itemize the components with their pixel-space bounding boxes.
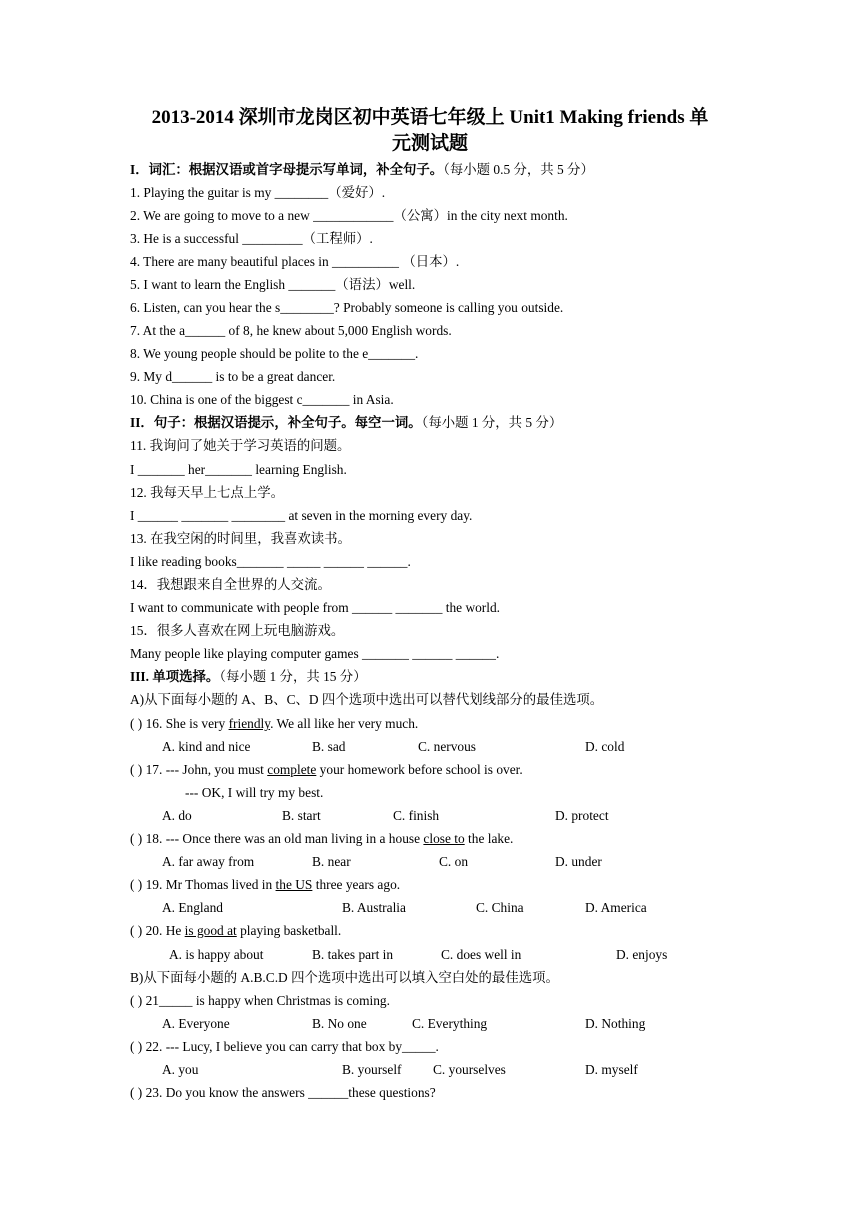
- underlined-word: friendly: [228, 716, 271, 731]
- option-b: B. start: [282, 808, 321, 823]
- option-b: B. sad: [312, 739, 346, 754]
- sentence-prompt: 14．我想跟来自全世界的人交流。: [130, 577, 331, 592]
- sentence-prompt: 15．很多人喜欢在网上玩电脑游戏。: [130, 623, 345, 638]
- vocab-item: 6. Listen, can you hear the s________? Probably someone is calling you outside.: [130, 300, 564, 315]
- question-20: ( ) 20. He is good at playing basketball.: [130, 923, 342, 938]
- vocab-item: 1. Playing the guitar is my ________（爱好）.: [130, 185, 386, 200]
- option-a: A. kind and nice: [162, 739, 251, 754]
- vocab-item: 2. We are going to move to a new ____________（公寓）in the city next month.: [130, 208, 568, 223]
- question-19: ( ) 19. Mr Thomas lived in the US three years ago.: [130, 877, 401, 892]
- vocab-item: 5. I want to learn the English _______（语法）well.: [130, 277, 416, 292]
- option-a: A. England: [162, 900, 223, 915]
- title-line-2: 元测试题: [391, 133, 468, 154]
- sentence-prompt: 11. 我询问了她关于学习英语的问题。: [130, 438, 351, 453]
- sentence-prompt: 13. 在我空闲的时间里，我喜欢读书。: [130, 531, 351, 546]
- part-b-instruction: B)从下面每小题的 A.B.C.D 四个选项中选出可以填入空白处的最佳选项。: [130, 970, 559, 985]
- option-d: D. cold: [585, 739, 625, 754]
- sentence-line: I want to communicate with people from ______ _______ the world.: [130, 600, 501, 615]
- question-22: ( ) 22. --- Lucy, I believe you can carry that box by_____.: [130, 1039, 439, 1054]
- option-b: B. takes part in: [312, 947, 394, 962]
- vocab-item: 3. He is a successful _________（工程师）.: [130, 231, 373, 246]
- section-1-heading: I．词汇：根据汉语或首字母提示写单词，补全句子。（每小题 0.5 分，共 5 分）: [130, 162, 594, 177]
- section-3-note: （每小题 1 分，共 15 分）: [219, 669, 367, 684]
- option-c: C. nervous: [418, 739, 477, 754]
- option-c: C. yourselves: [433, 1062, 506, 1077]
- underlined-word: complete: [267, 762, 317, 777]
- option-a: A. Everyone: [162, 1016, 230, 1031]
- vocab-item: 9. My d______ is to be a great dancer.: [130, 369, 336, 384]
- option-c: C. finish: [393, 808, 440, 823]
- title-line-1: 2013-2014 深圳市龙岗区初中英语七年级上 Unit1 Making friends 单: [151, 107, 709, 128]
- underlined-word: close to: [423, 831, 465, 846]
- sentence-line: Many people like playing computer games _______ ______ ______.: [130, 646, 500, 661]
- page-title: [120, 105, 740, 157]
- vocab-item: 10. China is one of the biggest c_______ in Asia.: [130, 392, 394, 407]
- option-a: A. is happy about: [169, 947, 264, 962]
- question-18: ( ) 18. --- Once there was an old man living in a house close to the lake.: [130, 831, 514, 846]
- option-d: D. Nothing: [585, 1016, 646, 1031]
- question-23: ( ) 23. Do you know the answers ______these questions?: [130, 1085, 436, 1100]
- underlined-word: is good at: [184, 923, 237, 938]
- option-c: C. on: [439, 854, 469, 869]
- option-c: C. China: [476, 900, 524, 915]
- vocab-item: 7. At the a______ of 8, he knew about 5,000 English words.: [130, 323, 452, 338]
- section-3-heading: III. 单项选择。（每小题 1 分，共 15 分）: [130, 669, 367, 684]
- option-a: A. do: [162, 808, 192, 823]
- sentence-prompt: 12. 我每天早上七点上学。: [130, 485, 284, 500]
- section-1-note: （每小题 0.5 分，共 5 分）: [443, 162, 594, 177]
- underlined-word: the US: [275, 877, 313, 892]
- option-b: B. near: [312, 854, 351, 869]
- sentence-line: I ______ _______ ________ at seven in the morning every day.: [130, 508, 473, 523]
- question-21: ( ) 21_____ is happy when Christmas is coming.: [130, 993, 390, 1008]
- sentence-line: I _______ her_______ learning English.: [130, 462, 347, 477]
- question-17-reply: --- OK, I will try my best.: [185, 785, 324, 800]
- vocab-item: 4. There are many beautiful places in __________ （日本）.: [130, 254, 460, 269]
- part-a-instruction: A)从下面每小题的 A、B、C、D 四个选项中选出可以替代划线部分的最佳选项。: [130, 692, 604, 707]
- option-b: B. No one: [312, 1016, 367, 1031]
- section-2-heading: II．句子：根据汉语提示，补全句子。每空一词。（每小题 1 分，共 5 分）: [130, 415, 563, 430]
- option-a: A. you: [162, 1062, 199, 1077]
- section-2-note: （每小题 1 分，共 5 分）: [421, 415, 563, 430]
- vocab-item: 8. We young people should be polite to the e_______.: [130, 346, 419, 361]
- sentence-line: I like reading books_______ _____ ______ ______.: [130, 554, 411, 569]
- option-b: B. yourself: [342, 1062, 402, 1077]
- option-c: C. Everything: [412, 1016, 488, 1031]
- option-d: D. protect: [555, 808, 609, 823]
- option-a: A. far away from: [162, 854, 255, 869]
- option-b: B. Australia: [342, 900, 406, 915]
- option-d: D. enjoys: [616, 947, 668, 962]
- option-d: D. myself: [585, 1062, 638, 1077]
- option-d: D. under: [555, 854, 602, 869]
- question-17: ( ) 17. --- John, you must complete your homework before school is over.: [130, 762, 523, 777]
- option-d: D. America: [585, 900, 647, 915]
- question-16: ( ) 16. She is very friendly. We all like her very much.: [130, 716, 419, 731]
- option-c: C. does well in: [441, 947, 522, 962]
